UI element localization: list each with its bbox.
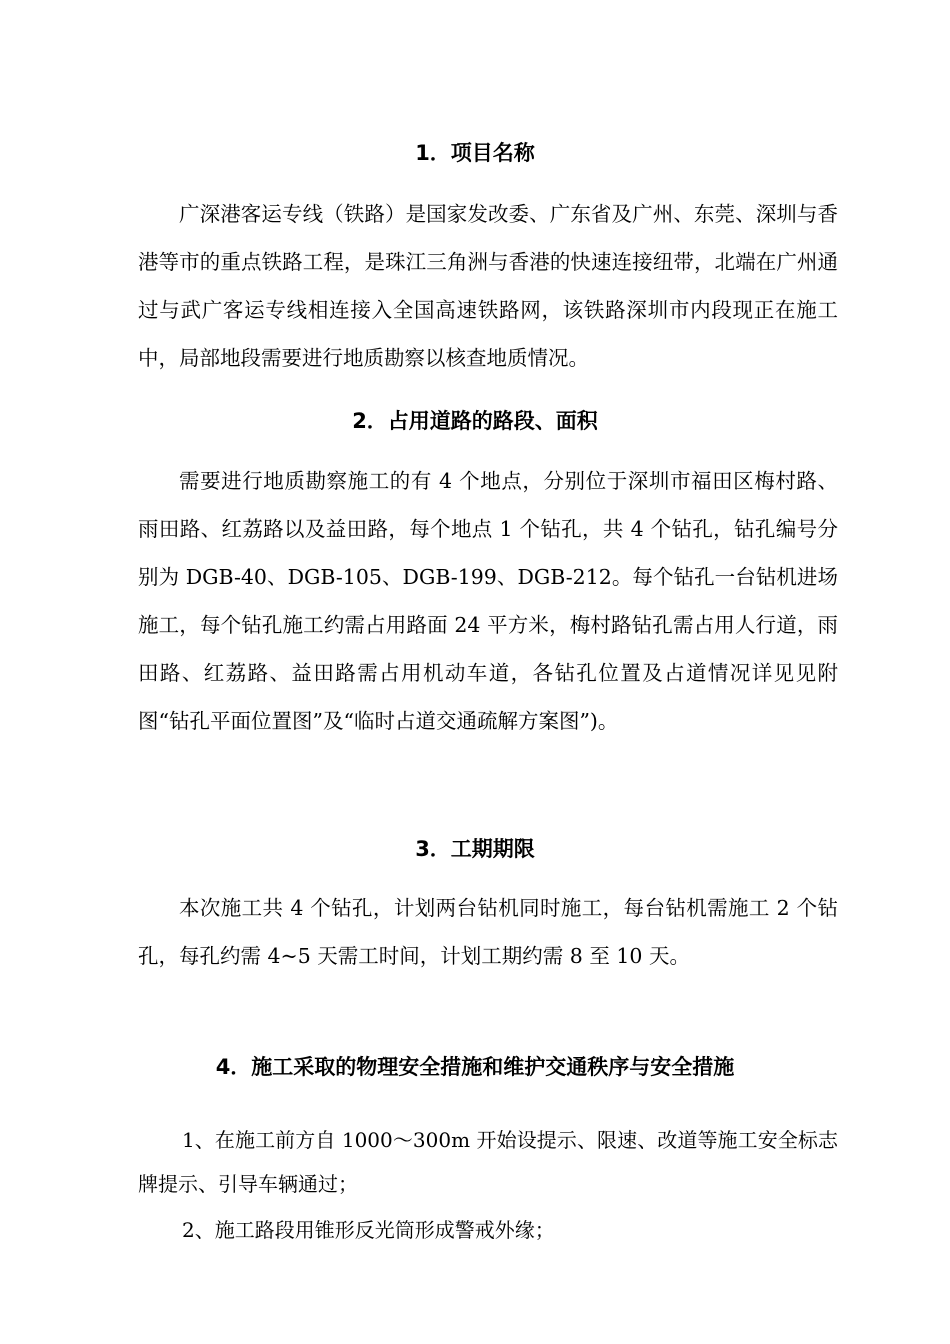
section-3-paragraph: 本次施工共 4 个钻孔，计划两台钻机同时施工，每台钻机需施工 2 个钻孔，每孔约需 4~5 天需工时间，计划工期约需 8 至 10 天。 [138,896,838,968]
section-4-item-1: 1、在施工前方自 1000～300m 开始设提示、限速、改道等施工安全标志牌提示、引导车辆通过； [138,1128,838,1196]
section-2-paragraph: 需要进行地质勘察施工的有 4 个地点，分别位于深圳市福田区梅村路、雨田路、红荔路以及益田路，每个地点 1 个钻孔，共 4 个钻孔，钻孔编号分别为 DGB-40、DGB-105、DGB-199、DGB-212。每个钻孔一台钻机进场施工，每个钻孔施工约需占用路面 24 平方米，梅村路钻孔需占用人行道，雨田路、红荔路、益田路需占用机动车道，各钻孔位置及占道情况详见见附图“钻孔平面位置图”及“临时占道交通疏解方案图”)。 [138,469,838,733]
section-1-paragraph: 广深港客运专线（铁路）是国家发改委、广东省及广州、东莞、深圳与香港等市的重点铁路工程，是珠江三角洲与香港的快速连接纽带，北端在广州通过与武广客运专线相连接入全国高速铁路网，该铁路深圳市内段现正在施工中，局部地段需要进行地质勘察以核查地质情况。 [138,202,838,370]
section-1-heading: 1．项目名称 [415,141,535,165]
section-2-heading: 2．占用道路的路段、面积 [352,409,598,433]
section-4-item-2: 2、施工路段用锥形反光筒形成警戒外缘； [182,1218,555,1242]
section-3-heading: 3．工期期限 [415,837,535,861]
section-4-heading: 4．施工采取的物理安全措施和维护交通秩序与安全措施 [215,1055,735,1079]
